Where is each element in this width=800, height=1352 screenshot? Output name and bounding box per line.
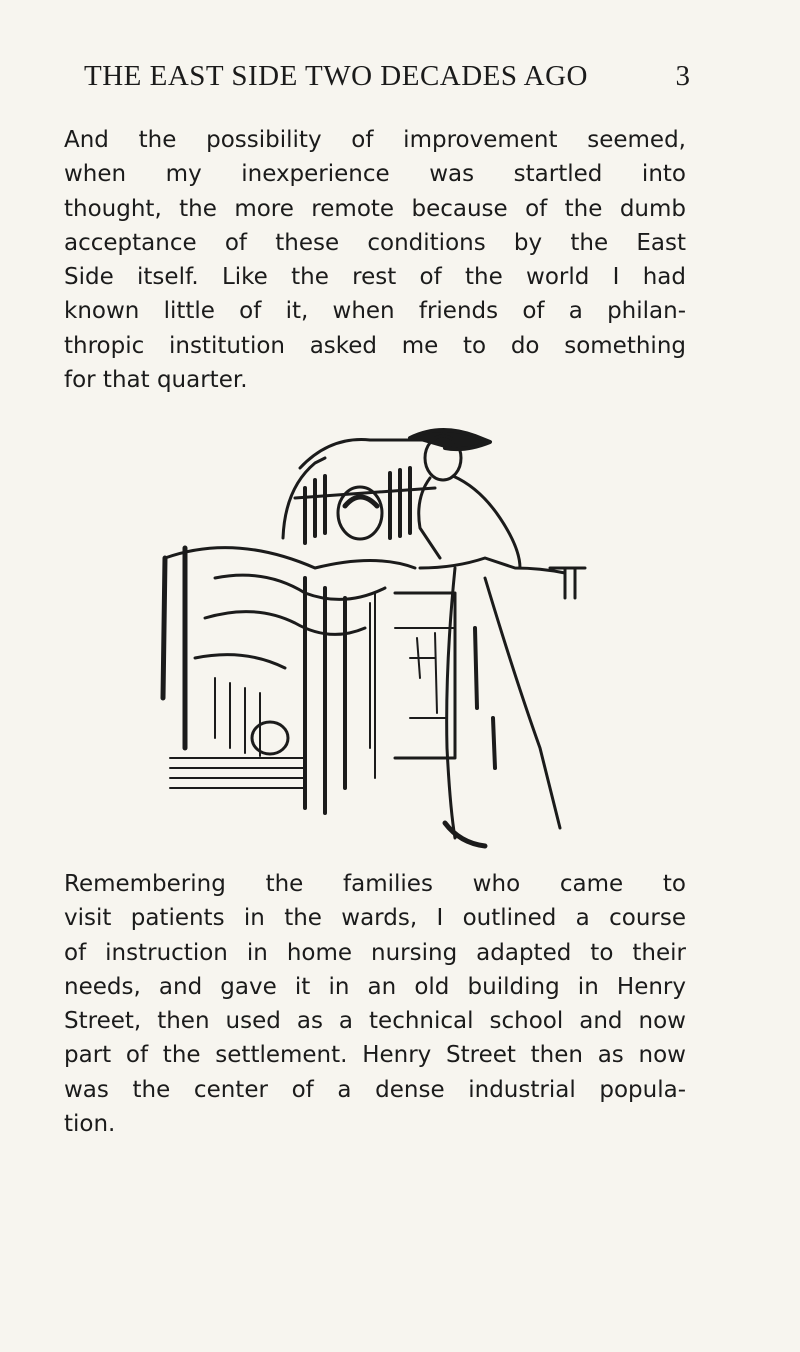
text-line: And the possibility of improvement seemed,: [64, 127, 686, 153]
text-line: when my inexperience was startled into: [64, 161, 686, 188]
text-line: thought, the more remote because of the dumb: [64, 195, 686, 222]
running-title: THE EAST SIDE TWO DECADES AGO: [84, 60, 589, 92]
text-line: needs, and gave it in an old building in Henry: [64, 973, 686, 1000]
text-line: of instruction in home nursing adapted to their: [64, 939, 686, 966]
text-line: tion.: [64, 1111, 116, 1138]
text-line: Side itself. Like the rest of the world I had: [64, 264, 686, 291]
text-line: visit patients in the wards, I outlined a course: [64, 905, 686, 932]
text-line: part of the settlement. Henry Street then as now: [64, 1042, 686, 1069]
text-line: Street, then used as a technical school and now: [64, 1008, 686, 1035]
text-line: for that quarter.: [64, 367, 248, 394]
text-line: known little of it, when friends of a philan-: [64, 298, 686, 325]
nurse-at-bedside-illustration: [155, 418, 605, 858]
text-line: thropic institution asked me to do something: [64, 332, 686, 359]
paragraph-2: [64, 867, 686, 1141]
text-line: acceptance of these conditions by the East: [64, 229, 686, 256]
page-number: 3: [675, 60, 690, 92]
text-line: was the center of a dense industrial popula-: [64, 1076, 686, 1103]
text-line: Remembering the families who came to: [64, 871, 686, 897]
running-head: [64, 60, 690, 100]
paragraph-1: [64, 123, 686, 397]
